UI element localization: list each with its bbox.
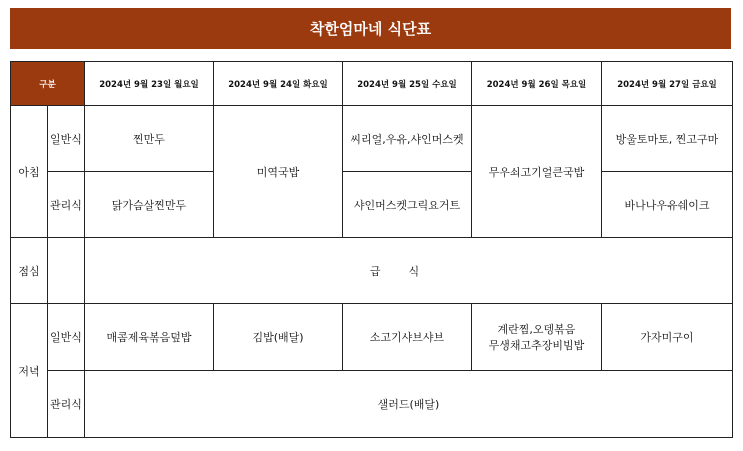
day-header-tue: 2024년 9월 24일 화요일 <box>214 62 343 106</box>
breakfast-thu: 무우쇠고기얼큰국밥 <box>472 106 602 238</box>
breakfast-regular-label: 일반식 <box>48 106 85 172</box>
day-header-wed: 2024년 9월 25일 수요일 <box>343 62 472 106</box>
breakfast-regular-row <box>11 106 733 172</box>
category-header: 구분 <box>11 62 85 106</box>
dinner-thu-line2: 무생채고추장비빔밥 <box>488 339 585 352</box>
breakfast-wed-managed: 샤인머스켓그릭요거트 <box>343 172 472 238</box>
header-row <box>11 62 733 106</box>
dinner-wed-regular: 소고기샤브샤브 <box>343 304 472 371</box>
breakfast-fri-regular: 방울토마토, 찐고구마 <box>602 106 733 172</box>
menu-title: 착한엄마네 식단표 <box>10 8 731 49</box>
dinner-fri-regular: 가자미구이 <box>602 304 733 371</box>
dinner-managed-all: 샐러드(배달) <box>85 371 733 438</box>
lunch-type-empty <box>48 238 85 304</box>
lunch-label: 점심 <box>11 238 48 304</box>
dinner-managed-row <box>11 371 733 438</box>
breakfast-tue: 미역국밥 <box>214 106 343 238</box>
lunch-row <box>11 238 733 304</box>
dinner-regular-label: 일반식 <box>48 304 85 371</box>
breakfast-mon-managed: 닭가슴살찐만두 <box>85 172 214 238</box>
breakfast-wed-regular: 씨리얼,우유,샤인머스켓 <box>343 106 472 172</box>
breakfast-label: 아침 <box>11 106 48 238</box>
meal-plan-table <box>10 61 733 438</box>
dinner-thu-line1: 계란찜,오뎅볶음 <box>497 323 576 336</box>
dinner-regular-row <box>11 304 733 371</box>
dinner-tue-regular: 김밥(배달) <box>214 304 343 371</box>
day-header-fri: 2024년 9월 27일 금요일 <box>602 62 733 106</box>
day-header-thu: 2024년 9월 26일 목요일 <box>472 62 602 106</box>
dinner-label: 저녁 <box>11 304 48 438</box>
breakfast-mon-regular: 찐만두 <box>85 106 214 172</box>
dinner-managed-label: 관리식 <box>48 371 85 438</box>
day-header-mon: 2024년 9월 23일 월요일 <box>85 62 214 106</box>
lunch-all: 급식 <box>85 238 733 304</box>
breakfast-managed-row <box>11 172 733 238</box>
dinner-mon-regular: 매콤제육볶음덮밥 <box>85 304 214 371</box>
breakfast-fri-managed: 바나나우유쉐이크 <box>602 172 733 238</box>
dinner-thu-regular <box>472 304 602 371</box>
breakfast-managed-label: 관리식 <box>48 172 85 238</box>
